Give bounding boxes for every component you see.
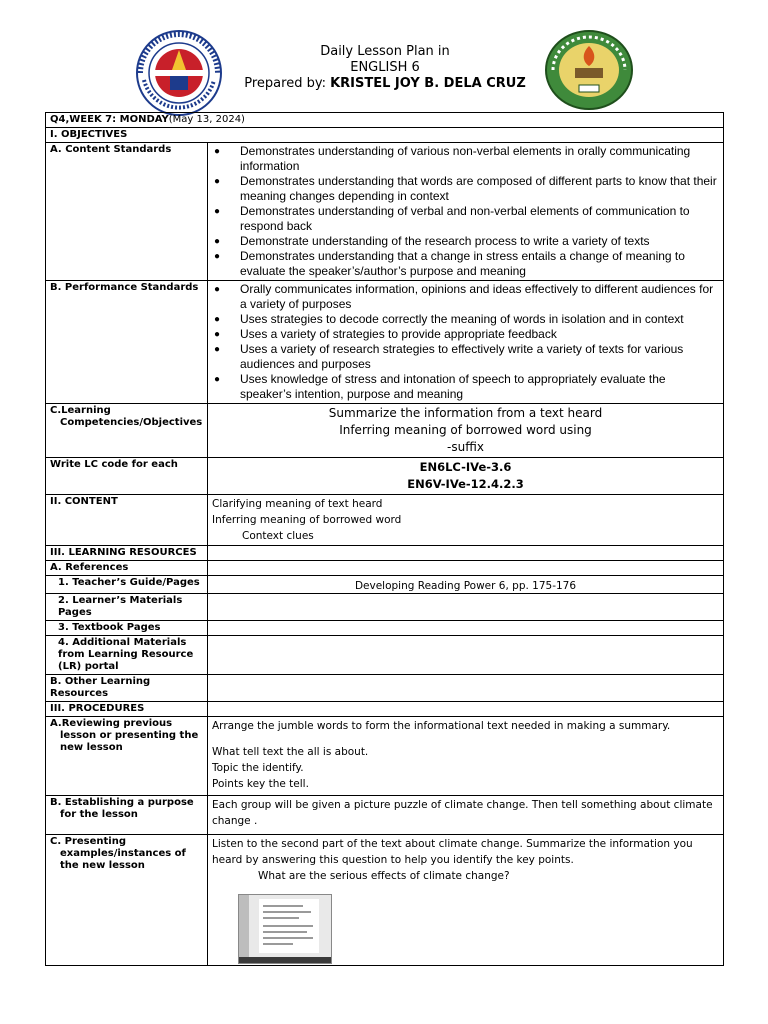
prepared-label: Prepared by: xyxy=(244,76,331,91)
content-cell xyxy=(208,495,724,546)
thumbnail-taskbar xyxy=(239,957,331,963)
competency-line: Summarize the information from a text heard xyxy=(328,406,603,420)
additional-materials-row xyxy=(46,636,724,675)
references-label: A. References xyxy=(46,561,208,576)
list-item: ● Demonstrates understanding that a change in stress entails a change of meaning to evaluate the speaker’s/author’s purpose and meaning xyxy=(240,249,719,279)
additional-materials-label: 4. Additional Materials from Learning Resource (LR) portal xyxy=(46,636,208,675)
list-item: ● Uses strategies to decode correctly the meaning of words in isolation and in context xyxy=(240,312,719,327)
thumbnail-line xyxy=(263,917,299,919)
review-spacer xyxy=(212,734,719,744)
other-resources-row xyxy=(46,675,724,702)
content-standards-list xyxy=(212,144,719,279)
procedures-row xyxy=(46,702,724,717)
review-row xyxy=(46,717,724,796)
list-item: ● Uses a variety of strategies to provide appropriate feedback xyxy=(240,327,719,342)
list-item: ● Uses knowledge of stress and intonation of speech to appropriately evaluate the speaker’s intention, purpose and meaning xyxy=(240,372,719,402)
list-item: ● Demonstrates understanding of verbal and non-verbal elements of communication to respond back xyxy=(240,204,719,234)
list-item: ● Demonstrates understanding that words are composed of different parts to know that their meaning changes depending in context xyxy=(240,174,719,204)
competencies-row xyxy=(46,404,724,458)
objectives-row xyxy=(46,128,724,143)
content-standards-label: A. Content Standards xyxy=(46,143,208,281)
content-row xyxy=(46,495,724,546)
other-resources-value xyxy=(208,675,724,702)
lc-code-row xyxy=(46,458,724,495)
review-line: Arrange the jumble words to form the informational text needed in making a summary. xyxy=(212,720,671,732)
content-label: II. CONTENT xyxy=(46,495,208,546)
resources-cell xyxy=(208,546,724,561)
additional-materials-value xyxy=(208,636,724,675)
content-line: Clarifying meaning of text heard xyxy=(212,498,383,510)
thumbnail-line xyxy=(263,943,293,945)
teachers-guide-row xyxy=(46,576,724,594)
procedures-label: III. PROCEDURES xyxy=(46,702,208,717)
review-line: Points key the tell. xyxy=(212,778,309,790)
lc-code: EN6V-IVe-12.4.2.3 xyxy=(407,477,524,491)
competencies-label: C.Learning Competencies/Objectives xyxy=(46,404,208,458)
presenting-row xyxy=(46,835,724,966)
plan-title: Daily Lesson Plan in xyxy=(320,44,450,59)
presenting-question: What are the serious effects of climate change? xyxy=(258,870,510,882)
school-seal-logo xyxy=(545,30,633,110)
textbook-value xyxy=(208,621,724,636)
presenting-text: Listen to the second part of the text about climate change. Summarize the information you heard by answering this question to help you identify the key points. xyxy=(212,838,693,866)
purpose-cell xyxy=(208,796,724,835)
teachers-guide-value: Developing Reading Power 6, pp. 175-176 xyxy=(208,576,724,594)
teachers-guide-label: 1. Teacher’s Guide/Pages xyxy=(46,576,208,594)
review-label: A.Reviewing previous lesson or presenting the new lesson xyxy=(46,717,208,796)
lesson-plan-table xyxy=(45,112,724,966)
performance-standards-label: B. Performance Standards xyxy=(46,281,208,404)
list-item: ● Orally communicates information, opinions and ideas effectively to different audiences for a variety of purposes xyxy=(240,282,719,312)
week-row xyxy=(46,113,724,128)
content-standards-cell xyxy=(208,143,724,281)
thumbnail-line xyxy=(263,931,307,933)
content-line: Inferring meaning of borrowed word xyxy=(212,514,402,526)
thumbnail-line xyxy=(263,937,313,939)
presenting-cell xyxy=(208,835,724,966)
textbook-row xyxy=(46,621,724,636)
prepared-by xyxy=(225,76,545,92)
deped-seal-logo xyxy=(136,30,222,116)
performance-standards-row xyxy=(46,281,724,404)
list-item: ● Uses a variety of research strategies to effectively write a variety of texts for various audiences and purposes xyxy=(240,342,719,372)
purpose-text: Each group will be given a picture puzzle of climate change. Then tell something about climate change . xyxy=(212,799,713,827)
competency-line: Inferring meaning of borrowed word using xyxy=(339,423,592,437)
thumbnail-line xyxy=(263,911,311,913)
thumbnail-line xyxy=(263,905,303,907)
content-line: Context clues xyxy=(242,530,314,542)
review-cell xyxy=(208,717,724,796)
teacher-name: KRISTEL JOY B. DELA CRUZ xyxy=(330,76,526,91)
purpose-label: B. Establishing a purpose for the lesson xyxy=(46,796,208,835)
learners-materials-row xyxy=(46,594,724,621)
competency-line: -suffix xyxy=(447,440,484,454)
competencies-cell xyxy=(208,404,724,458)
review-line: What tell text the all is about. xyxy=(212,746,369,758)
plan-subject: ENGLISH 6 xyxy=(350,60,420,75)
procedures-cell xyxy=(208,702,724,717)
other-resources-label: B. Other Learning Resources xyxy=(46,675,208,702)
document-header xyxy=(0,0,768,112)
week-cell xyxy=(46,113,724,128)
resources-row xyxy=(46,546,724,561)
lc-code-cell xyxy=(208,458,724,495)
lc-code: EN6LC-IVe-3.6 xyxy=(419,460,512,474)
objectives-heading: I. OBJECTIVES xyxy=(46,128,724,143)
purpose-row xyxy=(46,796,724,835)
thumbnail-sidebar xyxy=(239,895,249,957)
list-item: ● Demonstrates understanding of various non-verbal elements in orally communicating information xyxy=(240,144,719,174)
learners-materials-value xyxy=(208,594,724,621)
learners-materials-label: 2. Learner’s Materials Pages xyxy=(46,594,208,621)
performance-standards-list xyxy=(212,282,719,402)
performance-standards-cell xyxy=(208,281,724,404)
thumbnail-line xyxy=(263,925,313,927)
resources-label: III. LEARNING RESOURCES xyxy=(46,546,208,561)
content-standards-row xyxy=(46,143,724,281)
lc-code-label: Write LC code for each xyxy=(46,458,208,495)
week-label: Q4,WEEK 7: MONDAY xyxy=(50,114,169,125)
references-row xyxy=(46,561,724,576)
list-item: ● Demonstrate understanding of the research process to write a variety of texts xyxy=(240,234,719,249)
title-block xyxy=(225,44,545,92)
week-date: (May 13, 2024) xyxy=(168,114,245,125)
review-line: Topic the identify. xyxy=(212,762,304,774)
screenshot-thumbnail xyxy=(238,894,332,964)
references-cell xyxy=(208,561,724,576)
presenting-label: C. Presenting examples/instances of the new lesson xyxy=(46,835,208,966)
textbook-label: 3. Textbook Pages xyxy=(46,621,208,636)
